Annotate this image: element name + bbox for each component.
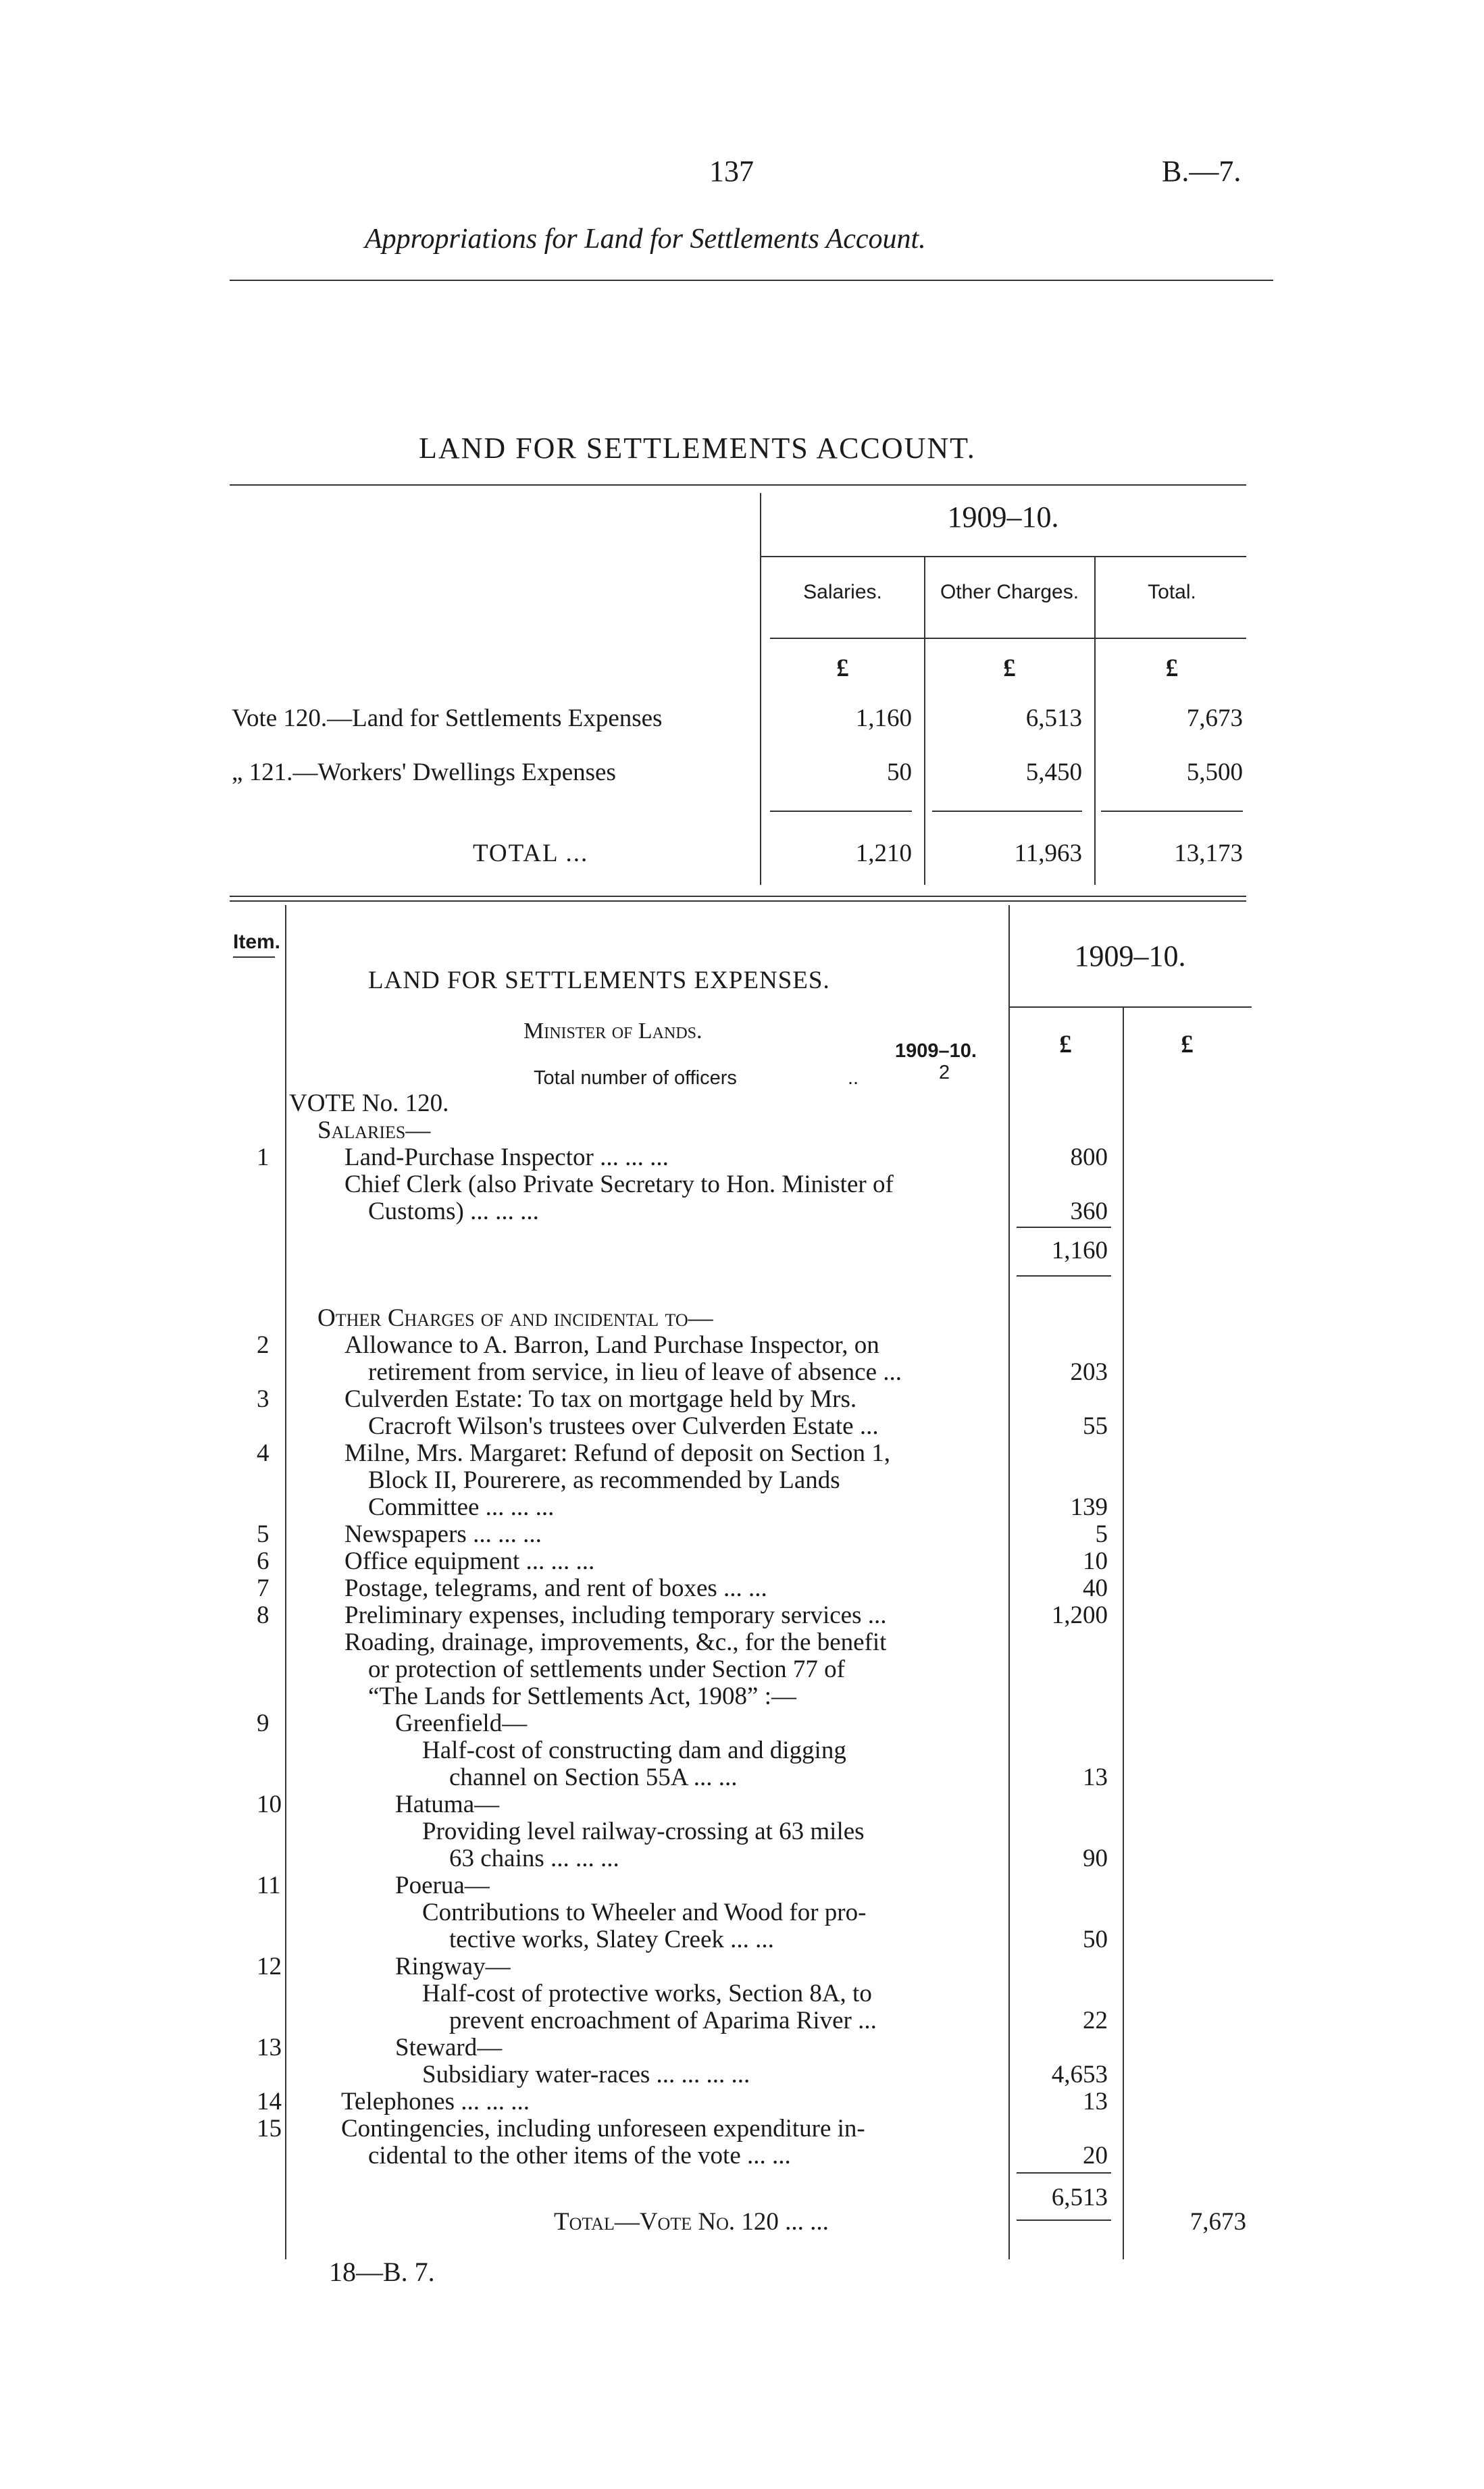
summary-bottom-rule [230,896,1246,897]
salary-row-amount: 800 [1070,1144,1108,1171]
other-charge-row-text: Milne, Mrs. Margaret: Refund of deposit on Section 1, [344,1439,891,1467]
item-number: 2 [257,1331,270,1359]
salaries-total-rule [1017,1275,1111,1277]
roading-amount: 13 [1083,1764,1108,1791]
item-number: 4 [257,1439,270,1467]
other-charge-row-text: Telephones ... ... ... [341,2088,530,2115]
other-charge-row-text: Newspapers ... ... ... [344,1520,542,1548]
summary-row-label: „ 121.—Workers' Dwellings Expenses [232,759,616,786]
page-number: 137 [709,155,754,188]
officers-year: 1909–10. [895,1040,977,1062]
item-number: 9 [257,1710,270,1737]
summary-row-other: 6,513 [1025,704,1082,732]
summary-left-rule [760,493,761,885]
other-charge-row-amount: 1,200 [1051,1601,1108,1629]
roading-detail-text: Contributions to Wheeler and Wood for pro- [422,1899,867,1926]
summary-col-rule-1 [924,556,925,885]
item-number: 1 [257,1144,270,1171]
other-charge-row-text: Cracroft Wilson's trustees over Culverden Estate ... [368,1412,879,1440]
salary-row-text: Chief Clerk (also Private Secretary to Hon. Minister of [344,1171,894,1198]
other-charge-row-text: Preliminary expenses, including temporary services ... [344,1601,887,1629]
summary-row-salaries: 1,160 [855,704,912,732]
roading-text: Roading, drainage, improvements, &c., for the benefit [344,1628,887,1656]
vote-total-label: Total—Vote No. 120 ... ... [554,2208,829,2236]
item-number: 14 [257,2088,282,2115]
other-charge-row-text: Office equipment ... ... ... [344,1547,595,1575]
other-sum-rule [1017,2172,1111,2174]
other-charge-row-text: Block II, Pourerere, as recommended by Lands [368,1466,840,1494]
detail-year-rule [1008,1006,1252,1008]
item-number: 5 [257,1520,270,1548]
summary-total-label: TOTAL ... [473,840,589,867]
item-number: 10 [257,1791,282,1818]
item-number: 15 [257,2115,282,2142]
roading-detail-text: Subsidiary water-races ... ... ... ... [422,2061,750,2088]
other-charge-row-amount: 10 [1083,1547,1108,1575]
detail-title: LAND FOR SETTLEMENTS EXPENSES. [368,967,830,994]
other-charge-row-text: Postage, telegrams, and rent of boxes ... ... [344,1574,767,1602]
col-header-total: Total. [1148,581,1196,603]
other-charge-row-text: Allowance to A. Barron, Land Purchase Inspector, on [344,1331,879,1359]
other-charge-row-text: Contingencies, including unforeseen expenditure in- [341,2115,865,2142]
summary-row-other: 5,450 [1025,759,1082,786]
summary-top-rule [230,484,1246,486]
other-charge-row-text: retirement from service, in lieu of leave of absence ... [368,1358,902,1386]
minister-heading: Minister of Lands. [523,1019,702,1044]
roading-amount: 50 [1083,1926,1108,1953]
item-number: 7 [257,1574,270,1602]
other-charge-row-amount: 20 [1083,2142,1108,2170]
roading-detail-text: Half-cost of protective works, Section 8A, to [422,1980,872,2007]
item-column-rule [285,905,286,2259]
amount-column-rule [1008,905,1010,2259]
other-charges-heading: Other Charges of and incidental to— [317,1304,713,1332]
summary-col-rule-2 [1094,556,1096,885]
roading-detail-text: channel on Section 55A ... ... [449,1764,738,1791]
roading-text: “The Lands for Settlements Act, 1908” :— [368,1683,796,1710]
summary-total-other: 11,963 [1014,840,1082,867]
item-number: 8 [257,1601,270,1629]
summary-row-salaries: 50 [887,759,912,786]
summary-row-label: Vote 120.—Land for Settlements Expenses [232,704,663,732]
item-number: 12 [257,1953,282,1980]
item-number: 11 [257,1872,281,1899]
other-charge-row-amount: 40 [1083,1574,1108,1602]
salaries-sum-rule [1017,1227,1111,1228]
summary-row-total: 7,673 [1186,704,1243,732]
roading-place: Ringway— [395,1953,511,1980]
salary-row-text: Customs) ... ... ... [368,1198,539,1225]
officers-leader: .. [848,1067,859,1089]
other-charge-row-amount: 13 [1083,2088,1108,2115]
other-charge-row-amount: 203 [1070,1358,1108,1386]
currency-salaries: £ [836,655,849,682]
roading-place: Poerua— [395,1872,490,1899]
summary-bottom-rule-double [230,900,1246,902]
currency-total: £ [1165,655,1179,682]
other-charge-row-text: Committee ... ... ... [368,1493,555,1521]
other-charge-row-amount: 5 [1095,1520,1108,1548]
summary-row-total: 5,500 [1186,759,1243,786]
roading-detail-text: tective works, Slatey Creek ... ... [449,1926,774,1953]
salary-row-text: Land-Purchase Inspector ... ... ... [344,1144,669,1171]
roading-amount: 22 [1083,2007,1108,2034]
currency-other: £ [1003,655,1016,682]
other-charge-row-text: cidental to the other items of the vote ... ... [368,2142,791,2170]
roading-detail-text: prevent encroachment of Aparima River ... [449,2007,877,2034]
other-charge-row-amount: 139 [1070,1493,1108,1521]
officers-count: 2 [939,1062,950,1083]
detail-year: 1909–10. [1074,940,1186,973]
total-column-rule [1123,1006,1124,2259]
summary-sum-rule [770,811,912,812]
summary-year-rule [760,556,1246,557]
other-charges-total: 6,513 [1051,2184,1108,2211]
other-total-rule [1017,2219,1111,2221]
item-header-rule [233,956,275,958]
vote-total: 7,673 [1189,2208,1246,2236]
officers-label: Total number of officers [534,1067,737,1089]
salary-row-amount: 360 [1070,1198,1108,1225]
summary-total-total: 13,173 [1174,840,1243,867]
roading-detail-text: Half-cost of constructing dam and digging [422,1737,846,1764]
summary-header-rule [770,638,1246,639]
vote-heading: VOTE No. 120. [289,1089,449,1117]
roading-place: Greenfield— [395,1710,528,1737]
footer-signature: 18—B. 7. [329,2257,435,2287]
roading-text: or protection of settlements under Section 77 of [368,1656,845,1683]
document-reference: B.—7. [1162,155,1242,188]
salaries-total: 1,160 [1051,1237,1108,1264]
other-charge-row-text: Culverden Estate: To tax on mortgage held by Mrs. [344,1385,857,1413]
item-header: Item. [233,931,281,953]
currency-total-col: £ [1181,1031,1194,1058]
header-rule [230,280,1273,281]
roading-place: Steward— [395,2034,503,2061]
col-header-other-charges: Other Charges. [940,581,1079,603]
page-subtitle: Appropriations for Land for Settlements Account. [365,224,926,255]
item-number: 13 [257,2034,282,2061]
roading-detail-text: Providing level railway-crossing at 63 miles [422,1818,865,1845]
summary-title: LAND FOR SETTLEMENTS ACCOUNT. [419,432,976,465]
roading-amount: 90 [1083,1845,1108,1872]
salaries-heading: Salaries— [317,1117,431,1144]
summary-sum-rule [1101,811,1243,812]
roading-place: Hatuma— [395,1791,500,1818]
roading-detail-text: 63 chains ... ... ... [449,1845,619,1872]
summary-sum-rule [932,811,1082,812]
col-header-salaries: Salaries. [803,581,882,603]
summary-total-salaries: 1,210 [855,840,912,867]
other-charge-row-amount: 55 [1083,1412,1108,1440]
item-number: 3 [257,1385,270,1413]
summary-year: 1909–10. [947,501,1059,534]
roading-amount: 4,653 [1051,2061,1108,2088]
currency-amount: £ [1059,1031,1072,1058]
item-number: 6 [257,1547,270,1575]
